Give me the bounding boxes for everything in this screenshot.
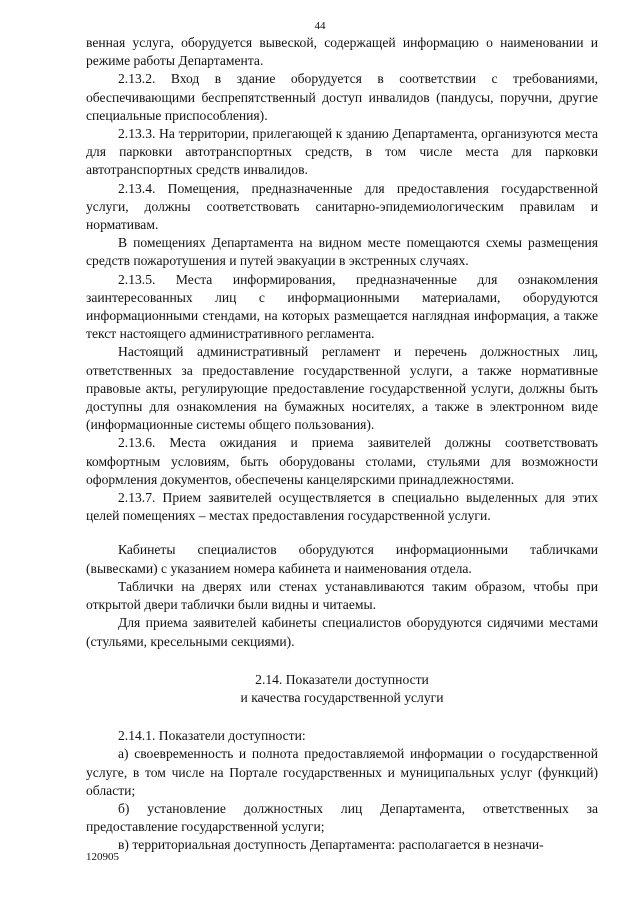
section-heading-line-2: и качества государственной услуги: [240, 689, 444, 705]
paragraph-2-13-2: 2.13.2. Вход в здание оборудуется в соответствии с требованиями, обеспечивающими беспрепятственный доступ инвалидов (пандусы, поручни, другие специальные приспособления).: [86, 71, 598, 123]
paragraph-office-seating: Для приема заявителей кабинеты специалистов оборудуются сидячими местами (стульями, кресельными секциями).: [86, 615, 598, 649]
paragraph-2-13-7: 2.13.7. Прием заявителей осуществляется в специально выделенных для этих целей помещениях – местах предоставления государственной услуги.: [86, 490, 598, 524]
list-item-a: а) своевременность и полнота предоставляемой информации о государственной услуге, в том числе на Портале государственных и муниципальных услуг (функций) области;: [86, 746, 598, 798]
section-heading: [86, 671, 598, 707]
continued-paragraph: венная услуга, оборудуется вывеской, содержащей информацию о наименовании и режиме работы Департамента.: [86, 35, 598, 69]
paragraph-evacuation-schemes: В помещениях Департамента на видном месте помещаются схемы размещения средств пожаротушения и путей эвакуации в экстренных случаях.: [86, 235, 598, 269]
paragraph-2-13-4: 2.13.4. Помещения, предназначенные для предоставления государственной услуги, должны соответствовать санитарно-эпидемиологическим правилам и нормативам.: [86, 180, 598, 233]
paragraph-2-13-3: 2.13.3. На территории, прилегающей к зданию Департамента, организуются места для парковки автотранспортных средств, в том числе места для парковки автотранспортных средств инвалидов.: [86, 126, 598, 178]
paragraph-2-13-5: 2.13.5. Места информирования, предназначенные для ознакомления заинтересованных лиц с информационными материалами, оборудуются информационными стендами, на которых размещается наглядная информация, а также текст настоящего административного регламента.: [86, 271, 598, 342]
page-number: 44: [314, 20, 326, 32]
paragraph-door-signs: Таблички на дверях или стенах устанавливаются таким образом, чтобы при открытой двери таблички были видны и читаемы.: [86, 578, 598, 613]
section-spacer: [86, 651, 598, 671]
document-body: [86, 34, 598, 855]
paragraph-office-signs: Кабинеты специалистов оборудуются информационными табличками (вывесками) с указанием номера кабинета и наименования отдела.: [86, 542, 598, 576]
paragraph-2-14-1: 2.14.1. Показатели доступности:: [118, 728, 306, 744]
paragraph-regulation-availability: Настоящий административный регламент и перечень должностных лиц, ответственных за предоставление государственной услуги, а также нормативные правовые акты, регулирующие предоставление государственной услуги, должны быть доступны для ознакомления на бумажных носителях, а также в электронном виде (информационные системы общего пользования).: [86, 344, 598, 433]
list-item-b: б) установление должностных лиц Департамента, ответственных за предоставление государственной услуги;: [86, 800, 598, 835]
list-item-c: в) территориальная доступность Департамента: располагается в незначи-: [118, 837, 544, 853]
section-spacer: [86, 707, 598, 727]
section-spacer: [86, 525, 598, 541]
section-heading-line-1: 2.14. Показатели доступности: [255, 671, 429, 687]
paragraph-2-13-6: 2.13.6. Места ожидания и приема заявителей должны соответствовать комфортным условиям, быть оборудованы столами, стульями для возможности оформления документов, обеспечены канцелярскими принадлежностями.: [86, 435, 598, 487]
footer-code: 120905: [86, 851, 119, 863]
